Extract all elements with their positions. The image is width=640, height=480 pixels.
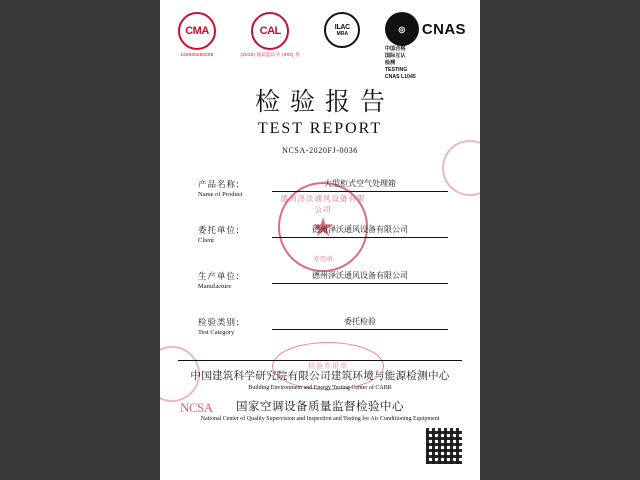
field-value: 大型柜式空气处理箱: [324, 179, 396, 188]
footer-org2-en: National Center of Quality Supervision and Inspection and Testing for Air Conditioning Equipment: [200, 416, 440, 422]
footer-divider: [178, 360, 462, 361]
cma-code: 160008280285: [180, 52, 214, 57]
ilac-mra-certification: [324, 12, 360, 48]
page-title-english: TEST REPORT: [257, 120, 383, 137]
qr-code-icon: [426, 428, 462, 464]
report-number: NCSA-2020FJ-0036: [282, 146, 358, 155]
certification-strip: [178, 12, 466, 81]
ilac-mra-logo-icon: [324, 12, 360, 48]
field-label-group: [198, 224, 270, 244]
cma-logo-icon: CMA: [178, 12, 216, 50]
field-label-cn: 委托单位:: [198, 226, 240, 236]
cnas-badge-icon: ◎: [385, 12, 419, 46]
field-list: [198, 178, 448, 362]
cnas-line-5: CNAS L1045: [384, 74, 416, 81]
report-page: [160, 0, 480, 480]
field-value: 德州泽沃通风设备有限公司: [312, 271, 408, 280]
field-underline: [272, 237, 448, 238]
field-label-en: Client: [198, 237, 214, 244]
cnas-line-3: 检测: [384, 60, 396, 67]
field-label-cn: 生产单位:: [198, 272, 240, 282]
footer-org1-en: Building Environment and Energy Testing Center of CABR: [248, 385, 392, 391]
cal-logo-icon: CAL: [251, 12, 289, 50]
field-underline: [272, 191, 448, 192]
ncsa-logo-icon: NCSA: [180, 400, 213, 415]
company-seal-top-text: 德州泽沃通风设备有限公司: [280, 194, 366, 214]
field-value: 委托检验: [344, 317, 376, 326]
footer-org1-cn: 中国建筑科学研究院有限公司建筑环境与能源检测中心: [190, 370, 450, 382]
cnas-certification: [385, 12, 466, 81]
mra-label: MRA: [336, 30, 349, 37]
field-underline: [272, 283, 448, 284]
field-row: [198, 270, 448, 316]
field-value: 德州泽沃通风设备有限公司: [312, 225, 408, 234]
field-label-group: [198, 270, 270, 290]
field-label-cn: 产品名称:: [198, 180, 240, 190]
field-label-group: [198, 316, 270, 336]
cal-code: (2018) 国认监认字 (083) 号: [240, 52, 300, 57]
field-label-en: Name of Product: [198, 191, 243, 198]
company-seal-bottom-text: 专用章: [313, 255, 333, 263]
field-underline: [272, 329, 448, 330]
field-label-en: Manufacture: [198, 283, 232, 290]
field-row: [198, 178, 448, 224]
cma-certification: [178, 12, 216, 57]
field-label-en: Test Category: [198, 329, 235, 336]
footer-org2-cn: 国家空调设备质量监督检验中心: [236, 399, 404, 413]
ilac-label: ILAC: [334, 23, 350, 31]
cnas-detail-lines: [385, 46, 466, 81]
field-label-group: [198, 178, 270, 198]
cnas-label: CNAS: [421, 20, 466, 38]
page-title: 检验报告: [254, 87, 395, 116]
field-label-cn: 检验类别:: [198, 318, 240, 328]
field-row: [198, 224, 448, 270]
cnas-line-1: 中国合格: [384, 46, 406, 52]
star-icon: ★: [311, 212, 335, 242]
cnas-line-4: TESTING: [384, 67, 408, 74]
inspection-seal-stamp: 检验专用章: [272, 342, 384, 390]
cnas-line-2: 国际互认: [384, 53, 406, 60]
cnas-logo-group: [385, 12, 466, 46]
cal-certification: [240, 12, 299, 58]
